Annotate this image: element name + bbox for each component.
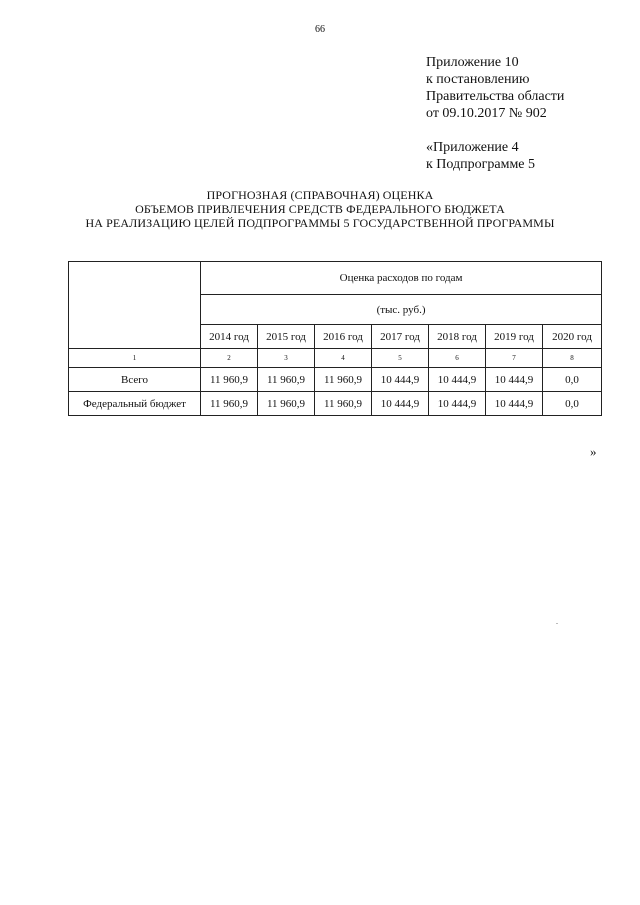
column-number: 4 — [315, 349, 372, 368]
value-cell: 11 960,9 — [258, 368, 315, 392]
value-cell: 11 960,9 — [201, 368, 258, 392]
row-label: Всего — [69, 368, 201, 392]
column-number-row — [69, 349, 602, 368]
appendix-authority: Правительства области — [426, 89, 565, 104]
appendix-reference: к постановлению — [426, 72, 530, 87]
column-number: 7 — [486, 349, 543, 368]
value-cell: 10 444,9 — [486, 368, 543, 392]
value-cell: 10 444,9 — [429, 368, 486, 392]
column-number: 5 — [372, 349, 429, 368]
year-header: 2015 год — [258, 325, 315, 349]
budget-table — [68, 261, 602, 416]
header-row-group — [69, 262, 602, 295]
year-header: 2020 год — [543, 325, 602, 349]
column-number: 3 — [258, 349, 315, 368]
value-cell: 10 444,9 — [372, 368, 429, 392]
document-title — [0, 188, 640, 230]
value-cell: 11 960,9 — [315, 368, 372, 392]
value-cell: 11 960,9 — [201, 392, 258, 416]
column-number: 2 — [201, 349, 258, 368]
value-cell: 0,0 — [543, 368, 602, 392]
subappendix-number: «Приложение 4 — [426, 140, 519, 155]
column-number: 1 — [69, 349, 201, 368]
value-cell: 10 444,9 — [486, 392, 543, 416]
appendix-gap — [426, 122, 564, 139]
table-row-total — [69, 368, 602, 392]
value-cell: 10 444,9 — [372, 392, 429, 416]
year-header: 2017 год — [372, 325, 429, 349]
title-line-2: ОБЪЕМОВ ПРИВЛЕЧЕНИЯ СРЕДСТВ ФЕДЕРАЛЬНОГО БЮДЖЕТА — [135, 202, 505, 216]
year-header: 2019 год — [486, 325, 543, 349]
year-header: 2014 год — [201, 325, 258, 349]
corner-cell — [69, 262, 201, 349]
row-label: Федеральный бюджет — [69, 392, 201, 416]
title-line-3: НА РЕАЛИЗАЦИЮ ЦЕЛЕЙ ПОДПРОГРАММЫ 5 ГОСУДАРСТВЕННОЙ ПРОГРАММЫ — [85, 216, 555, 230]
column-number: 8 — [543, 349, 602, 368]
value-cell: 0,0 — [543, 392, 602, 416]
subappendix-reference: к Подпрограмме 5 — [426, 157, 536, 172]
group-header: Оценка расходов по годам — [201, 262, 602, 295]
value-cell: 10 444,9 — [429, 392, 486, 416]
title-line-1: ПРОГНОЗНАЯ (СПРАВОЧНАЯ) ОЦЕНКА — [206, 188, 434, 202]
year-header: 2018 год — [429, 325, 486, 349]
appendix-number: Приложение 10 — [426, 55, 519, 70]
appendix-block — [426, 54, 564, 173]
year-header: 2016 год — [315, 325, 372, 349]
closing-quote: » — [590, 444, 597, 459]
scan-artifact — [556, 623, 558, 624]
unit-header: (тыс. руб.) — [201, 295, 602, 325]
appendix-date: от 09.10.2017 № 902 — [426, 106, 547, 121]
table-row-federal — [69, 392, 602, 416]
value-cell: 11 960,9 — [258, 392, 315, 416]
value-cell: 11 960,9 — [315, 392, 372, 416]
column-number: 6 — [429, 349, 486, 368]
page-number: 66 — [315, 24, 325, 35]
